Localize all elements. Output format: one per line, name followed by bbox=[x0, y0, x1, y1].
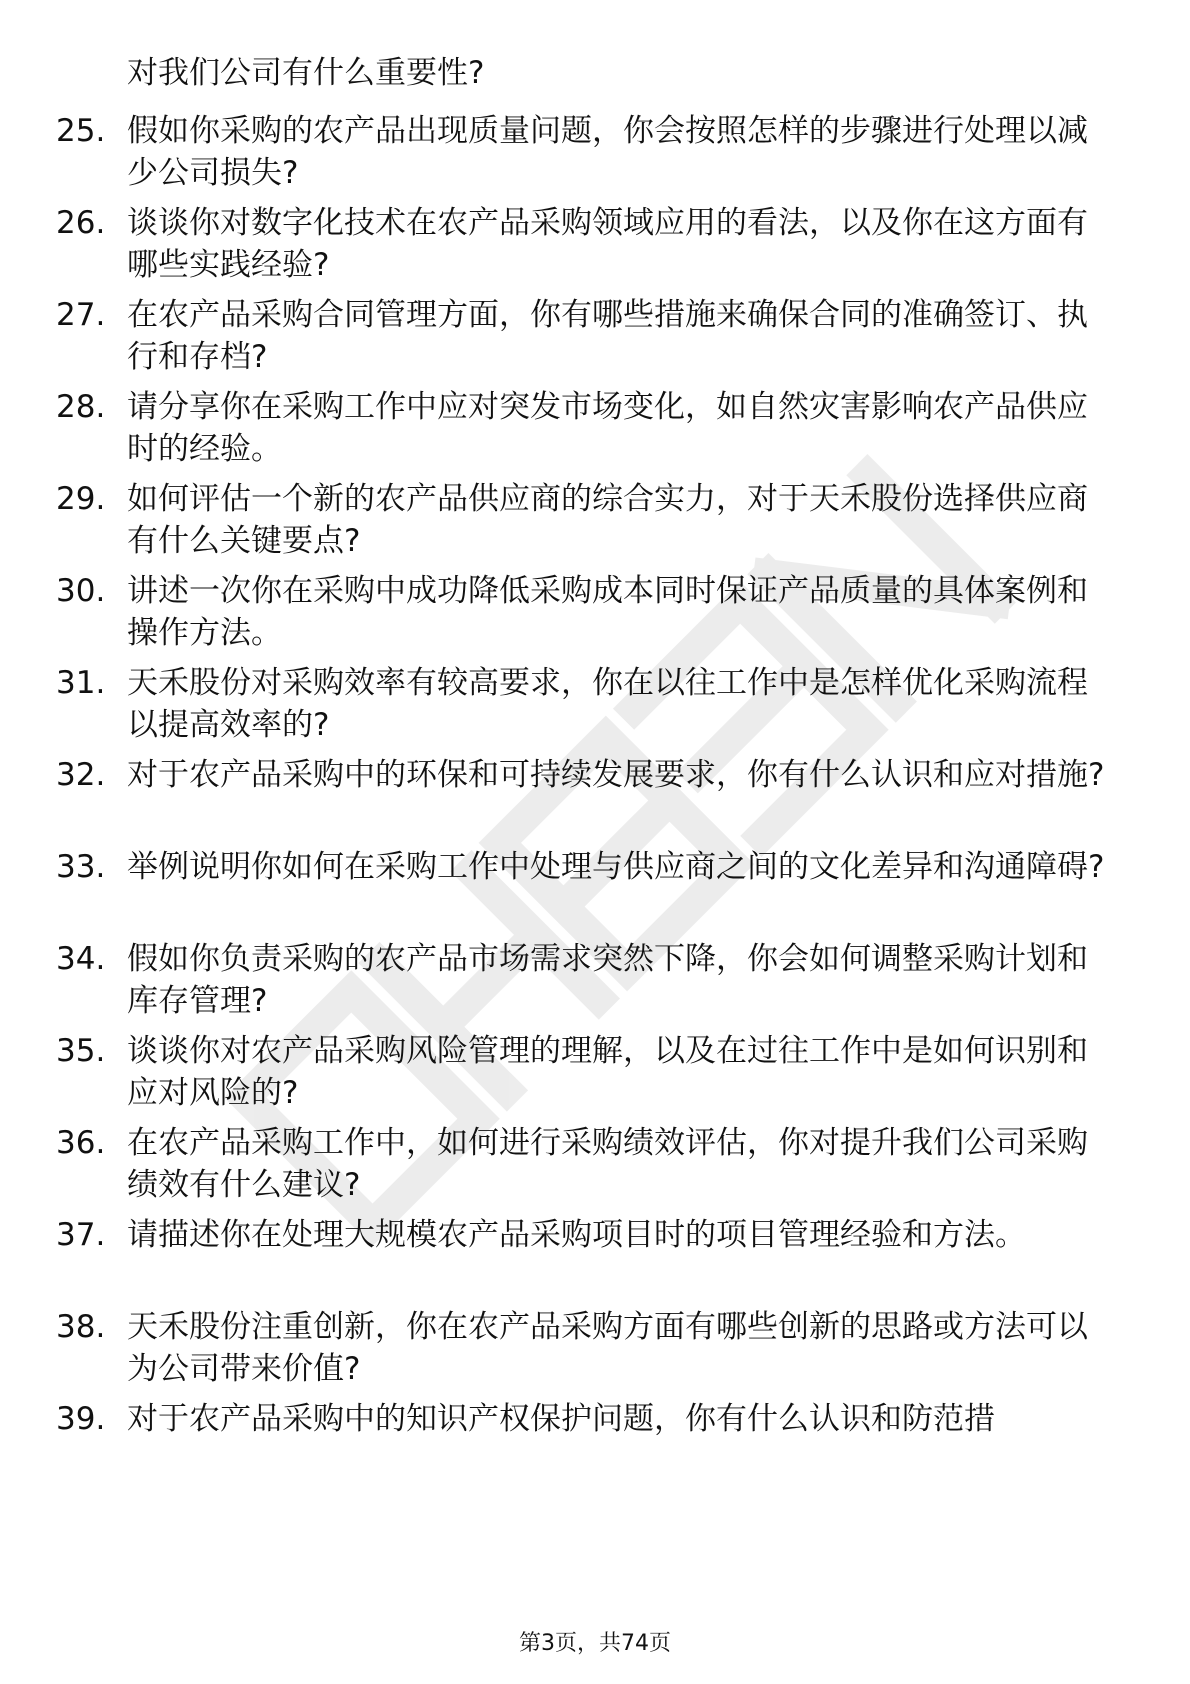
question-number: 27. bbox=[56, 297, 106, 333]
question-text: 假如你负责采购的农产品市场需求突然下降，你会如何调整采购计划和库存管理? bbox=[127, 941, 1088, 1019]
question-number: 25. bbox=[56, 113, 106, 149]
question-text: 天禾股份注重创新，你在农产品采购方面有哪些创新的思路或方法可以为公司带来价值? bbox=[127, 1309, 1088, 1387]
question-text: 讲述一次你在采购中成功降低采购成本同时保证产品质量的具体案例和操作方法。 bbox=[127, 573, 1088, 651]
page-number-footer: 第3页，共74页 bbox=[519, 1631, 671, 1656]
question-text: 假如你采购的农产品出现质量问题，你会按照怎样的步骤进行处理以减少公司损失? bbox=[127, 113, 1088, 191]
question-text: 请描述你在处理大规模农产品采购项目时的项目管理经验和方法。 bbox=[127, 1217, 1026, 1253]
question-number: 34. bbox=[56, 941, 106, 977]
question-number: 29. bbox=[56, 481, 106, 517]
question-number: 38. bbox=[56, 1309, 106, 1345]
continued-question-text: 对我们公司有什么重要性? bbox=[127, 55, 485, 91]
question-number: 28. bbox=[56, 389, 106, 425]
question-number: 37. bbox=[56, 1217, 106, 1253]
question-text: 谈谈你对数字化技术在农产品采购领域应用的看法，以及你在这方面有哪些实践经验? bbox=[127, 205, 1088, 283]
question-text: 如何评估一个新的农产品供应商的综合实力，对于天禾股份选择供应商有什么关键要点? bbox=[127, 481, 1088, 559]
question-number: 26. bbox=[56, 205, 106, 241]
question-number: 33. bbox=[56, 849, 106, 885]
question-number: 39. bbox=[56, 1401, 106, 1437]
question-number: 35. bbox=[56, 1033, 106, 1069]
question-text: 对于农产品采购中的知识产权保护问题，你有什么认识和防范措 bbox=[127, 1401, 995, 1437]
question-text: 请分享你在采购工作中应对突发市场变化，如自然灾害影响农产品供应时的经验。 bbox=[127, 389, 1088, 467]
question-text: 在农产品采购工作中，如何进行采购绩效评估，你对提升我们公司采购绩效有什么建议? bbox=[127, 1125, 1088, 1203]
question-text: 举例说明你如何在采购工作中处理与供应商之间的文化差异和沟通障碍? bbox=[127, 849, 1105, 885]
question-text: 在农产品采购合同管理方面，你有哪些措施来确保合同的准确签订、执行和存档? bbox=[127, 297, 1088, 375]
question-text: 对于农产品采购中的环保和可持续发展要求，你有什么认识和应对措施? bbox=[127, 757, 1105, 793]
question-number: 32. bbox=[56, 757, 106, 793]
question-number: 30. bbox=[56, 573, 106, 609]
question-number: 36. bbox=[56, 1125, 106, 1161]
question-text: 谈谈你对农产品采购风险管理的理解，以及在过往工作中是如何识别和应对风险的? bbox=[127, 1033, 1088, 1111]
question-text: 天禾股份对采购效率有较高要求，你在以往工作中是怎样优化采购流程以提高效率的? bbox=[127, 665, 1088, 743]
question-number: 31. bbox=[56, 665, 106, 701]
